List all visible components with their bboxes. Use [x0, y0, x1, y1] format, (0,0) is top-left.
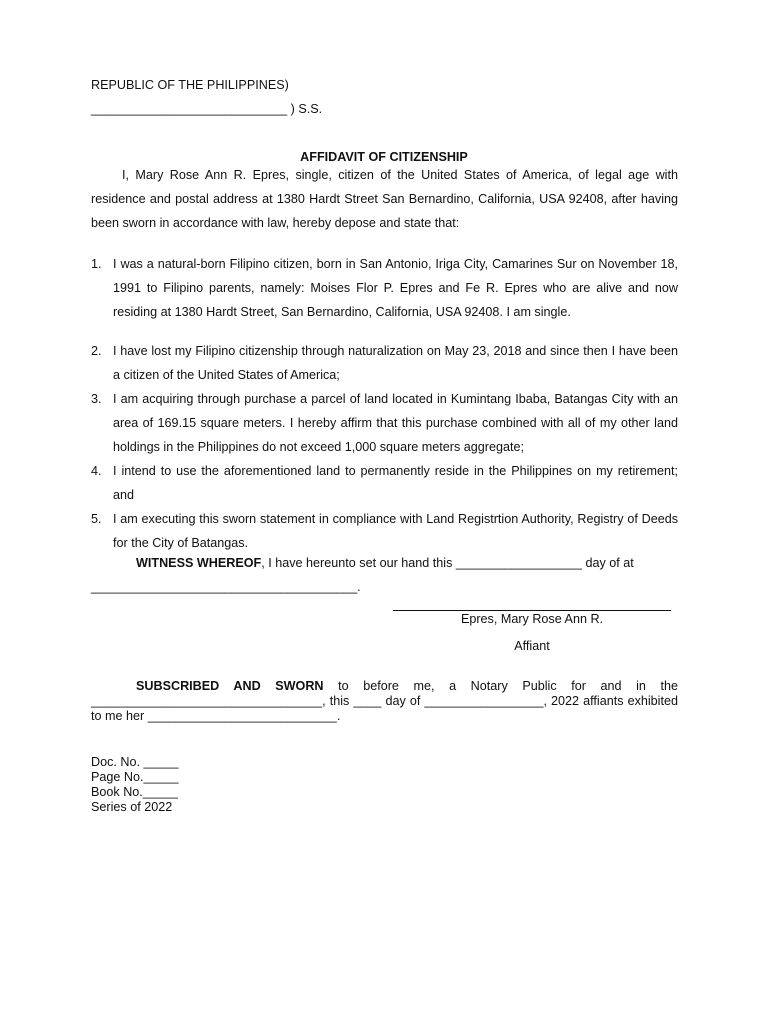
subscribed-end: .: [336, 709, 341, 723]
list-item: [91, 459, 678, 507]
republic-heading: REPUBLIC OF THE PHILIPPINES): [91, 78, 289, 92]
item-text: I intend to use the aforementioned land to permanently reside in the Philippines on my retirement; and: [113, 464, 678, 502]
subscribed-text-2: , this: [322, 694, 354, 708]
subscribed-day-blank: ____: [353, 694, 382, 708]
witness-end: .: [357, 580, 361, 594]
witness-place-blank: ______________________________________: [91, 580, 358, 594]
subscribed-text-4: , 2022 affiants exhibited to me her: [91, 694, 678, 723]
affiant-label: Affiant: [514, 639, 550, 653]
subscribed-paragraph: [91, 679, 678, 724]
ss-label: ) S.S.: [287, 102, 323, 116]
notarial-register: [91, 755, 179, 815]
subscribed-text-3: day of: [381, 694, 425, 708]
item-number: 3.: [91, 392, 102, 406]
item-text: I am acquiring through purchase a parcel of land located in Kumintang Ibaba, Batangas City with an area of 169.15 square meters. I hereby affirm that this purchase combined with all of my other land holdings in the Philippines do not exceed 1,000 square meters aggregate;: [113, 392, 678, 454]
doc-number: Doc. No. _____: [91, 755, 179, 769]
statement-list: [91, 252, 678, 550]
venue-line: [91, 102, 322, 116]
document-title: AFFIDAVIT OF CITIZENSHIP: [300, 150, 468, 164]
list-item: [91, 507, 678, 550]
witness-day-blank: __________________: [455, 556, 582, 570]
list-item: [91, 252, 678, 339]
item-number: 4.: [91, 464, 102, 478]
venue-blank: ____________________________: [91, 102, 288, 116]
page-number: Page No._____: [91, 770, 179, 784]
subscribed-id-blank: ___________________________: [147, 709, 337, 723]
subscribed-place-blank: _________________________________: [91, 694, 323, 708]
subscribed-bold: SUBSCRIBED AND SWORN: [136, 679, 324, 693]
item-text: I am executing this sworn statement in compliance with Land Registrtion Authority, Registry of Deeds for the City of Batangas.: [113, 512, 678, 550]
witness-paragraph: [91, 551, 678, 599]
signature-line: [393, 610, 671, 611]
witness-text-2: day of at: [581, 556, 634, 570]
list-item: [91, 387, 678, 459]
list-item: [91, 339, 678, 387]
subscribed-text-1: to before me, a Notary Public for and in the: [323, 679, 678, 693]
affiant-name: Epres, Mary Rose Ann R.: [460, 612, 604, 626]
intro-paragraph: I, Mary Rose Ann R. Epres, single, citizen of the United States of America, of legal age with residence and postal address at 1380 Hardt Street San Bernardino, California, USA 92408, after having been sworn in accordance with law, hereby depose and state that:: [91, 168, 678, 230]
item-number: 5.: [91, 512, 102, 526]
witness-text-1: , I have hereunto set our hand this: [261, 556, 456, 570]
book-number: Book No._____: [91, 785, 178, 799]
subscribed-month-blank: _________________: [424, 694, 544, 708]
item-text: I was a natural-born Filipino citizen, born in San Antonio, Iriga City, Camarines Sur on November 18, 1991 to Filipino parents, namely: Moises Flor P. Epres and Fe R. Epres who are alive and now residing at 1380 Hardt Street, San Bernardino, California, USA 92408. I am single.: [113, 257, 678, 319]
item-number: 2.: [91, 344, 102, 358]
series-year: Series of 2022: [91, 800, 173, 814]
item-text: I have lost my Filipino citizenship through naturalization on May 23, 2018 and since then I have been a citizen of the United States of America;: [113, 344, 678, 382]
item-number: 1.: [91, 257, 102, 271]
witness-bold: WITNESS WHEREOF: [136, 556, 262, 570]
